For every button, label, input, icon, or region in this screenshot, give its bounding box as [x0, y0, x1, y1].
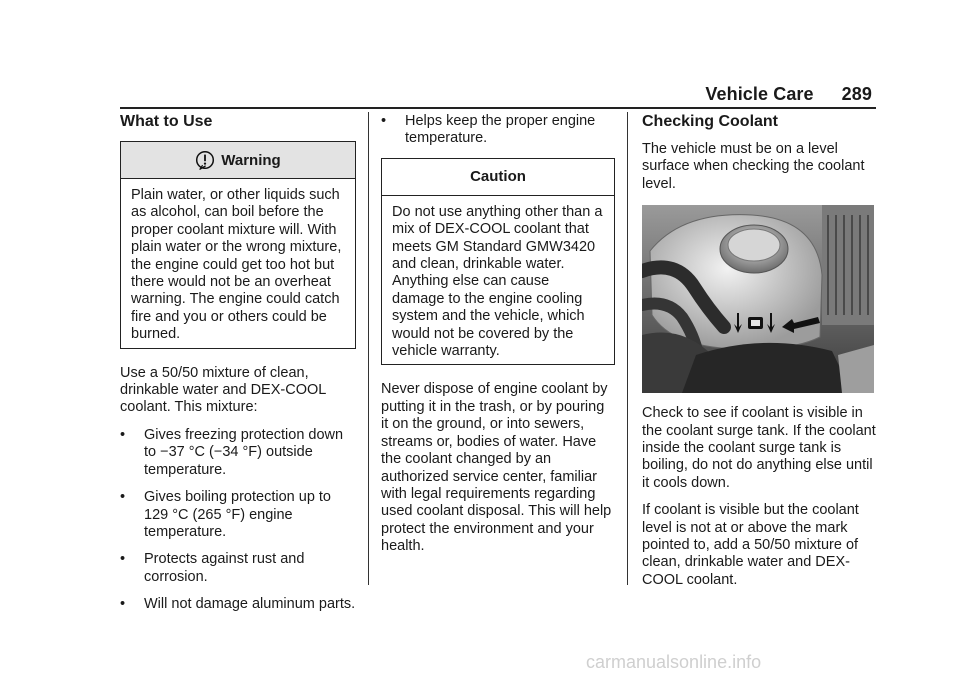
list-item: [381, 113, 615, 148]
list-item: [120, 596, 356, 613]
column-right: [642, 113, 876, 599]
bullet-marker: •: [120, 426, 126, 443]
paragraph: The vehicle must be on a level surface when checking the coolant level.: [642, 141, 865, 192]
list-item-text: Protects against rust and corrosion.: [144, 551, 305, 585]
warning-box: [120, 141, 356, 349]
list-item-text: Helps keep the proper engine temperature.: [405, 113, 596, 147]
column-divider: [627, 112, 628, 585]
list-item: [120, 489, 356, 541]
bullet-marker: •: [120, 489, 126, 506]
bullet-marker: •: [120, 551, 126, 568]
list-item: [120, 427, 356, 479]
list-item-text: Gives freezing protection down to −37 °C (−34 °F) outside temperature.: [144, 426, 344, 478]
watermark: carmanualsonline.info: [586, 652, 762, 672]
list-item-text: Gives boiling protection up to 129 °C (265 °F) engine temperature.: [144, 489, 331, 540]
caution-header: [382, 159, 614, 196]
paragraph: Use a 50/50 mixture of clean, drinkable water and DEX-COOL coolant. This mixture:: [120, 364, 326, 416]
section-title: Vehicle Care: [705, 84, 814, 104]
paragraph: Check to see if coolant is visible in the coolant surge tank. If the coolant inside the coolant surge tank is boiling, do not do anything else until it cools down.: [642, 405, 876, 491]
caution-title: Caution: [470, 168, 526, 186]
coolant-tank-photo: [642, 205, 874, 393]
column-left: [120, 113, 356, 624]
bullet-marker: •: [120, 596, 126, 613]
caution-text: Do not use anything other than a mix of DEX-COOL coolant that meets GM Standard GMW3420 and clean, drinkable water. Anything else can cause damage to the engine cooling system and the vehicle, which would not be covered by the vehicle warranty.: [392, 203, 603, 360]
section-heading: Checking Coolant: [642, 113, 779, 130]
page-header: [705, 84, 872, 105]
paragraph: Never dispose of engine coolant by putting it in the trash, or by pouring it on the ground, or into sewers, streams or, bodies of water. Have the coolant changed by an authorized service center, familiar with legal requirements regarding used coolant disposal. This will help protect the environment and your health.: [381, 381, 612, 555]
warning-title: Warning: [221, 151, 281, 169]
warning-header: [121, 142, 355, 179]
bullet-marker: •: [381, 113, 387, 129]
paragraph: If coolant is visible but the coolant level is not at or above the mark pointed to, add a 50/50 mixture of clean, drinkable water and DEX-COOL coolant.: [642, 502, 859, 588]
list-item-text: Will not damage aluminum parts.: [144, 596, 356, 613]
caution-box: [381, 158, 615, 366]
header-rule: [120, 107, 876, 109]
page-number: 289: [841, 84, 872, 104]
warning-icon: [195, 150, 215, 170]
list-item: [120, 551, 356, 586]
column-divider: [368, 112, 369, 585]
warning-text: Plain water, or other liquids such as alcohol, can boil before the proper coolant mixture will. With plain water or the wrong mixture, the engine could get too hot but there would not be an overheat warning. The engine could catch fire and you or others could be burned.: [131, 187, 342, 343]
section-heading: What to Use: [120, 113, 213, 130]
column-middle: [381, 113, 615, 566]
